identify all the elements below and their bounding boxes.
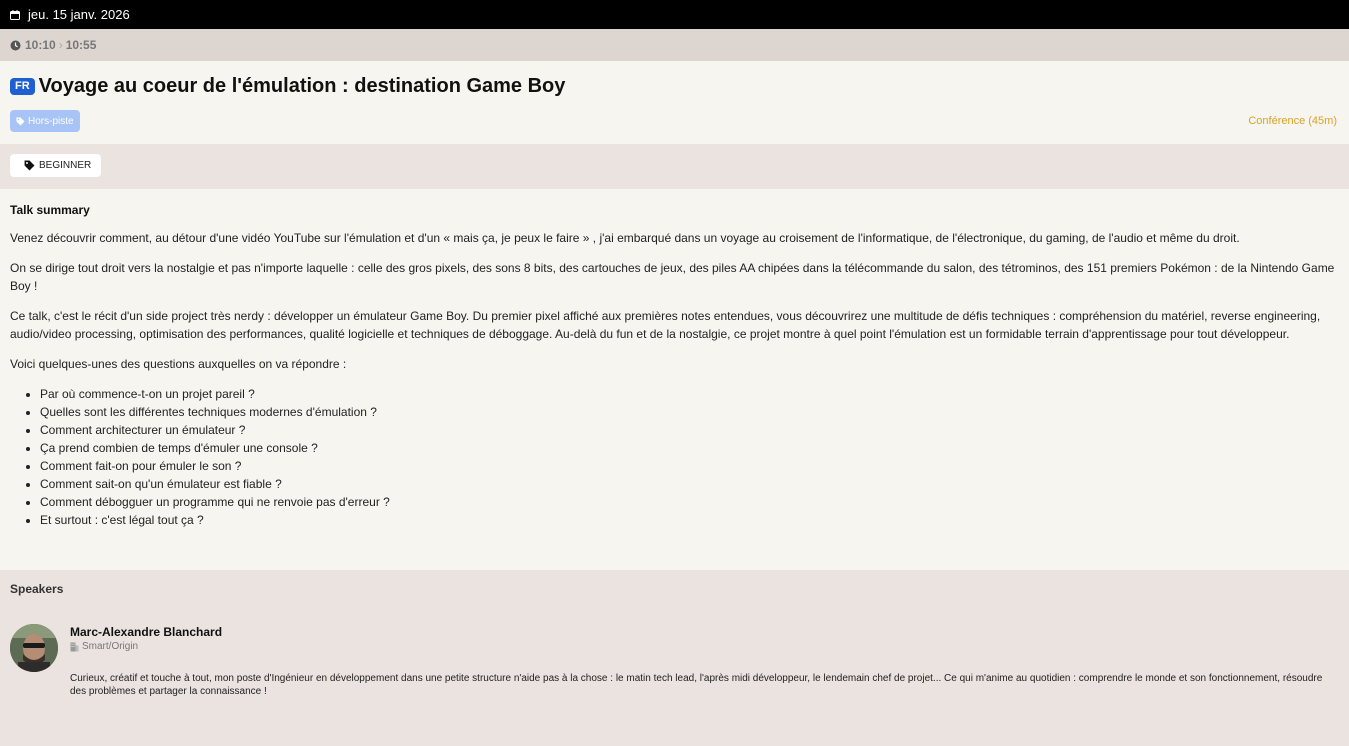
talk-title: Voyage au coeur de l'émulation : destination Game Boy: [38, 75, 566, 97]
talk-summary: [0, 189, 1349, 570]
language-badge: FR: [10, 78, 35, 95]
track-label: Hors-piste: [28, 115, 74, 127]
start-time: 10:10: [25, 38, 56, 52]
speaker-avatar[interactable]: [10, 624, 58, 672]
company-label: Smart/Origin: [82, 641, 139, 652]
end-time: 10:55: [65, 38, 97, 52]
question-item: • Ça prend combien de temps d'émuler une console ?: [40, 439, 1339, 457]
question-item: • Comment fait-on pour émuler le son ?: [40, 457, 1339, 475]
clock-icon: [10, 40, 21, 51]
avatar-image: [10, 624, 58, 672]
summary-heading: Talk summary: [10, 203, 90, 217]
tag-icon: [24, 160, 35, 171]
session-date: jeu. 15 janv. 2026: [28, 7, 130, 22]
summary-paragraph: Venez découvrir comment, au détour d'une vidéo YouTube sur l'émulation et d'un « mais ça, je peux le faire » , j'ai embarqué dans un voyage au croisement de l'informatique, de l'électronique, du gaming, de l'audio et même du droit.: [10, 231, 1240, 245]
question-item: • Comment débogguer un programme qui ne renvoie pas d'erreur ?: [40, 493, 1339, 511]
talk-header: [0, 61, 1349, 144]
building-icon: [70, 642, 79, 652]
summary-paragraph: Ce talk, c'est le récit d'un side project très nerdy : développer un émulateur Game Boy. Du premier pixel affiché aux premières notes entendues, vous découvrirez une multitude de défis techniques : compréhension du matériel, reverse engineering, audio/video processing, optimisation des performances, qualité logicielle et techniques de déboggage. Au-delà du fun et de la nostalgie, ce projet montre à quel point l'émulation est un formidable terrain d'apprentissage pour tout développeur.: [10, 309, 1321, 341]
level-label: BEGINNER: [39, 160, 92, 171]
question-item: • Quelles sont les différentes techniques modernes d'émulation ?: [40, 403, 1339, 421]
question-item: • Et surtout : c'est légal tout ça ?: [40, 511, 1339, 529]
calendar-icon: [10, 10, 20, 20]
speaker-name[interactable]: Marc-Alexandre Blanchard: [70, 625, 223, 639]
summary-paragraph: On se dirige tout droit vers la nostalgie et pas n'importe laquelle : celle des gros pixels, des sons 8 bits, des cartouches de jeux, des piles AA chipées dans la télécommande du salon, des tétrominos, des 151 premiers Pokémon : de la Nintendo Game Boy !: [10, 261, 1335, 293]
summary-paragraph: Voici quelques-unes des questions auxquelles on va répondre :: [10, 357, 347, 371]
tag-icon: [16, 117, 25, 126]
question-item: • Par où commence-t-on un projet pareil ?: [40, 385, 1339, 403]
question-list: [40, 385, 1339, 529]
date-bar: [0, 0, 1349, 29]
time-separator: ›: [58, 38, 63, 52]
track-badge[interactable]: [10, 110, 80, 132]
speaker-bio: Curieux, créatif et touche à tout, mon poste d'Ingénieur en développement dans une petite structure n'aide pas à la chose : le matin tech lead, l'après midi développeur, le lendemain chef de projet... Ce qui m'anime au quotidien : comprendre le monde et son fonctionnement, résoudre des problèmes et partager la connaissance !: [70, 673, 1323, 697]
question-item: • Comment architecturer un émulateur ?: [40, 421, 1339, 439]
speakers-section: [0, 570, 1349, 746]
question-item: • Comment sait-on qu'un émulateur est fiable ?: [40, 475, 1339, 493]
speaker-company: [70, 641, 138, 652]
level-section: [0, 144, 1349, 189]
time-bar: [0, 29, 1349, 61]
speakers-heading: Speakers: [10, 582, 64, 596]
talk-format: Conférence (45m): [1248, 115, 1337, 127]
level-chip: [10, 154, 101, 177]
